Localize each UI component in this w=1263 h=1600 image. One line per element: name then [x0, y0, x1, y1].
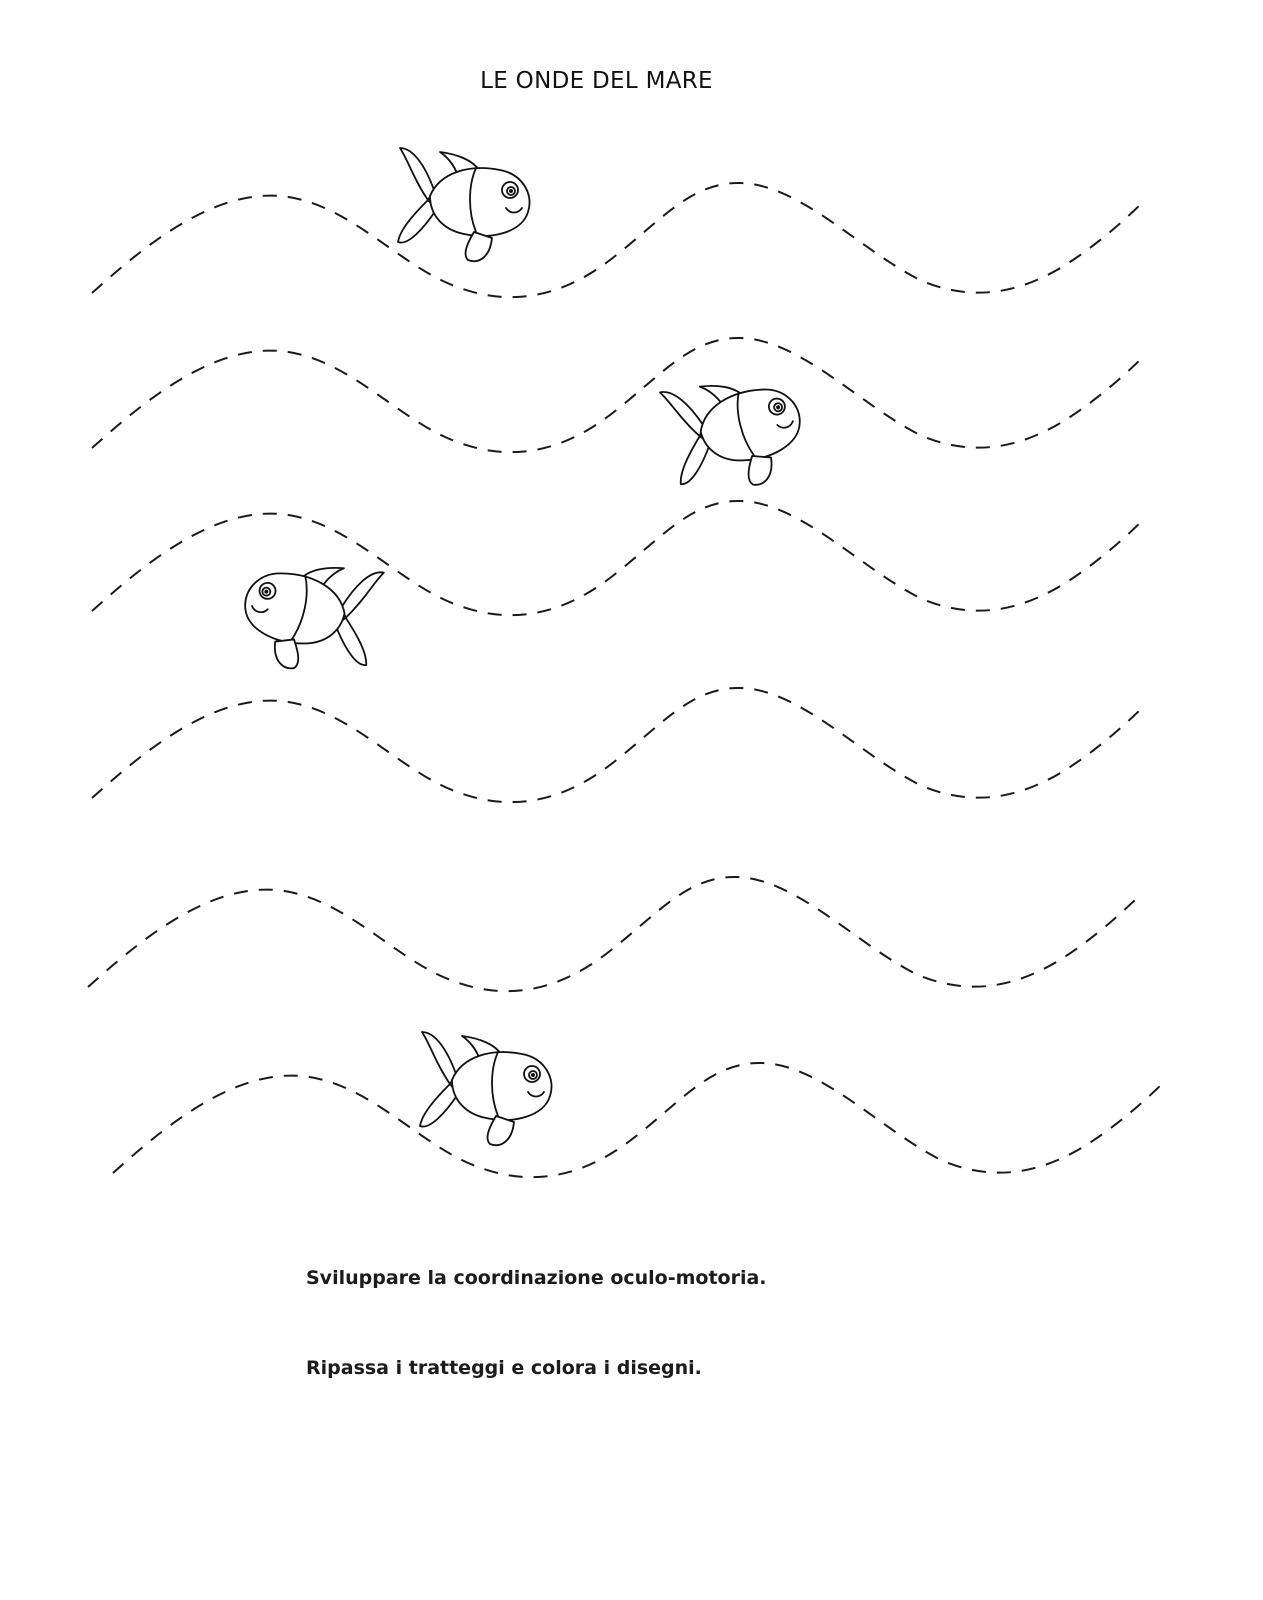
dashed-waves: [88, 183, 1166, 1177]
wave-line-1: [92, 183, 1145, 297]
wave-line-6: [113, 1063, 1166, 1177]
instruction-objective: Sviluppare la coordinazione oculo-motoria.: [306, 1267, 767, 1289]
wave-line-5: [88, 877, 1141, 991]
wave-line-2: [92, 338, 1145, 452]
fish-4-icon: [420, 1032, 552, 1145]
fish-1-icon: [398, 148, 530, 261]
fish-2-icon: [658, 361, 813, 503]
page-title: LE ONDE DEL MARE: [480, 68, 713, 94]
wave-line-4: [92, 688, 1145, 802]
instruction-task: Ripassa i tratteggi e colora i disegni.: [306, 1357, 702, 1379]
fish-3-icon: [234, 546, 386, 684]
